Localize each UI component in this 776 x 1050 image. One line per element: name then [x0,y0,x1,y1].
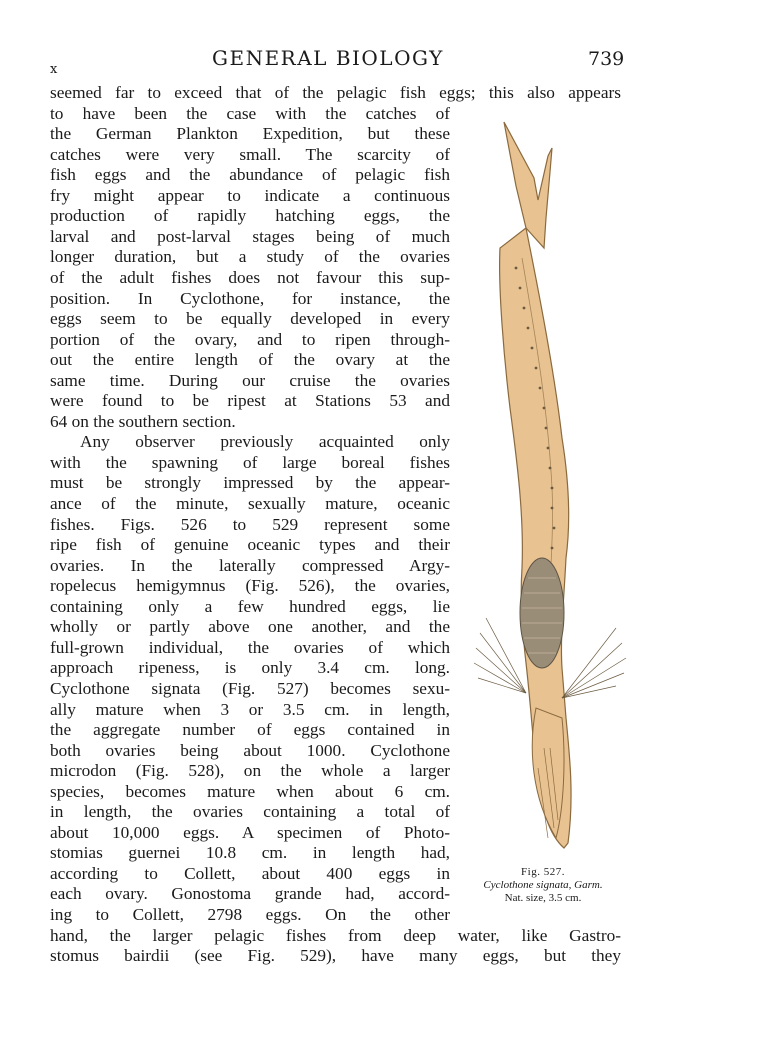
text-line: approach ripeness, is only 3.4 cm. long. [50,658,450,678]
text-line: ally mature when 3 or 3.5 cm. in length, [50,699,450,719]
fish-illustration [466,108,636,850]
text-line: stomus bairdii (see Fig. 529), have many eggs, but they [50,946,621,966]
text-line: in length, the ovaries containing a total of [50,802,450,822]
text-line: ovaries. In the laterally compressed Argy- [50,555,450,575]
text-line: longer duration, but a study of the ovaries [50,247,450,267]
text-line: position. In Cyclothone, for instance, the [50,288,450,308]
figure-number: Fig. 527. [521,866,565,878]
text-line: Cyclothone signata (Fig. 527) becomes sexu- [50,678,450,698]
text-line: were found to be ripest at Stations 53 and [50,391,450,411]
text-line: catches were very small. The scarcity of [50,144,450,164]
running-head: GENERAL BIOLOGY [212,46,444,70]
figure-caption-name: Cyclothone signata, Garm. [483,879,603,891]
text-line: ance of the minute, sexually mature, oceanic [50,494,450,513]
text-line: fishes. Figs. 526 to 529 represent some [50,514,450,534]
text-line: according to Collett, about 400 eggs in [50,863,450,883]
text-line: species, becomes mature when about 6 cm. [50,781,450,801]
text-line: Any observer previously acquainted only [80,432,450,452]
text-line: larval and post-larval stages being of much [50,226,450,246]
text-line: must be strongly impressed by the appear- [50,473,450,493]
text-line: production of rapidly hatching eggs, the [50,206,450,226]
text-line: the aggregate number of eggs contained in [50,720,450,740]
text-line: portion of the ovary, and to ripen through- [50,329,450,349]
text-line: containing only a few hundred eggs, lie [50,596,450,616]
text-line: seemed far to exceed that of the pelagic fish eggs; this also appears [50,83,621,102]
text-line: ropelecus hemigymnus (Fig. 526), the ovaries, [50,576,450,596]
text-line: same time. During our cruise the ovaries [50,370,450,390]
text-line: microdon (Fig. 528), on the whole a larger [50,761,450,781]
text-line: hand, the larger pelagic fishes from deep water, like Gastro- [50,925,621,945]
text-line: full-grown individual, the ovaries of which [50,637,450,657]
text-line: stomias guernei 10.8 cm. in length had, [50,843,450,863]
text-line: each ovary. Gonostoma grande had, accord- [50,884,450,904]
text-line: both ovaries being about 1000. Cyclothone [50,740,450,760]
text-line: the German Plankton Expedition, but these [50,124,450,144]
text-line: fry might appear to indicate a continuous [50,185,450,205]
text-line: with the spawning of large boreal fishes [50,452,450,472]
text-line: eggs seem to be equally developed in every [50,309,450,329]
text-line: ing to Collett, 2798 eggs. On the other [50,905,450,924]
text-line: of the adult fishes does not favour this sup- [50,267,450,287]
text-line: fish eggs and the abundance of pelagic fish [50,165,450,185]
text-line: about 10,000 eggs. A specimen of Photo- [50,822,450,842]
text-line: wholly or partly above one another, and the [50,617,450,637]
text-line: 64 on the southern section. [50,411,236,431]
cyclothone-fish-drawing [474,122,626,848]
text-line: ripe fish of genuine oceanic types and their [50,535,450,555]
signature-mark: x [50,62,58,77]
figure-caption-size: Nat. size, 3.5 cm. [504,892,582,904]
text-line: out the entire length of the ovary at the [50,350,450,370]
page-number: 739 [588,48,625,70]
text-line: to have been the case with the catches of [50,103,450,123]
